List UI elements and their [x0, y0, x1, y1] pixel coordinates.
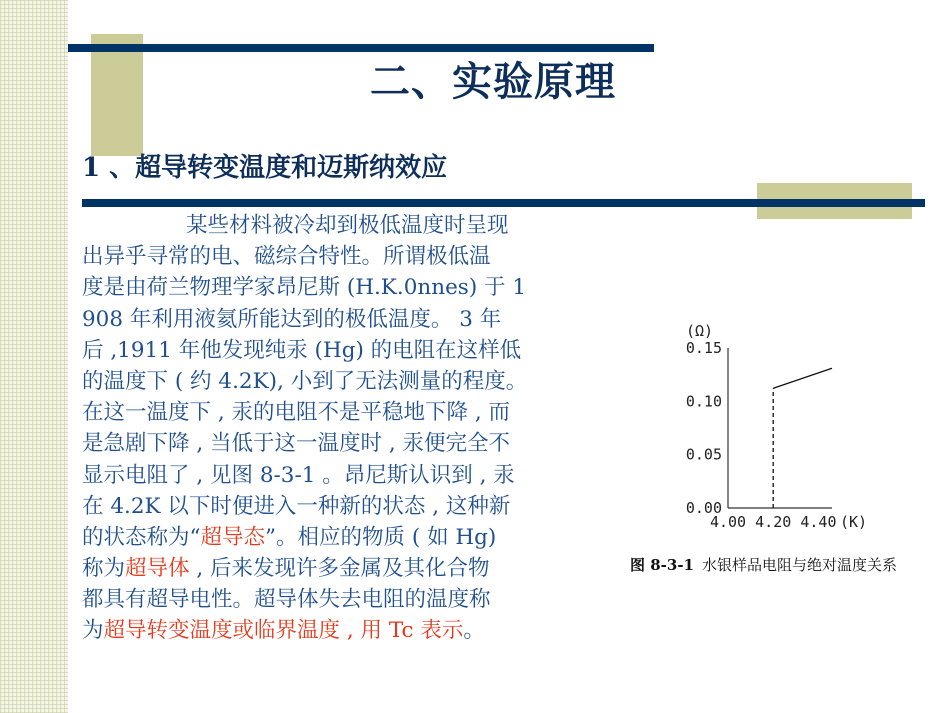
body-line — [82, 553, 600, 584]
body-line — [82, 584, 600, 615]
body-text-segment: ”。相应的物质 ( 如 Hg) — [265, 524, 497, 550]
body-line — [82, 272, 600, 303]
x-tick-label: 4.40 — [800, 513, 837, 531]
x-tick-label: 4.20 — [755, 513, 792, 531]
x-tick-label: 4.00 — [709, 513, 747, 531]
body-line — [82, 491, 600, 522]
body-line — [82, 210, 600, 241]
body-line — [82, 241, 600, 272]
y-axis-label: (Ω) — [686, 322, 714, 340]
body-text-segment: 908 年利用液氦所能达到的极低温度。 3 年 — [82, 306, 502, 332]
body-text-segment: 称为 — [82, 556, 126, 582]
body-text-segment: 是急剧下降 , 当低于这一温度时 , 汞便完全不 — [82, 431, 511, 457]
body-text-segment: 。 — [463, 618, 485, 644]
y-tick-label: 0.00 — [685, 499, 722, 517]
body-text-segment: , 后来发现许多金属及其化合物 — [189, 556, 490, 582]
y-tick-label: 0.15 — [685, 339, 722, 357]
body-line — [82, 522, 600, 553]
chart-svg — [640, 318, 880, 540]
left-stripe-pattern — [0, 0, 68, 713]
body-text-segment: 在 4.2K 以下时便进入一种新的状态 , 这种新 — [82, 493, 511, 519]
body-text-segment: 的状态称为“ — [82, 524, 201, 550]
body-line — [82, 397, 600, 428]
highlighted-term: 超导态 — [200, 524, 266, 550]
body-text-segment: 后 ,1911 年他发现纯汞 (Hg) 的电阻在这样低 — [82, 337, 522, 363]
figure-number: 图 8-3-1 — [630, 556, 694, 574]
section-rule — [82, 199, 925, 207]
resistance-line — [773, 368, 832, 388]
highlighted-term: 超导转变温度或临界温度 , 用 Tc 表示 — [103, 618, 464, 644]
body-paragraph — [82, 210, 600, 647]
body-line — [82, 304, 600, 335]
body-line — [82, 615, 600, 646]
y-tick-label: 0.05 — [685, 445, 722, 464]
figure-caption — [630, 554, 950, 575]
body-line — [82, 335, 600, 366]
body-text-segment: 某些材料被冷却到极低温度时呈现 — [186, 213, 509, 238]
figure-caption-text: 水银样品电阻与绝对温度关系 — [702, 556, 898, 574]
body-text-segment: 为 — [82, 618, 104, 644]
body-text-segment: 在这一温度下 , 汞的电阻不是平稳地下降 , 而 — [82, 400, 511, 426]
x-axis-label: (K) — [840, 513, 868, 531]
body-text-segment: 出异乎寻常的电、磁综合特性。所谓极低温 — [82, 244, 491, 270]
y-tick-label: 0.10 — [685, 392, 722, 411]
section-heading: 1 、超导转变温度和迈斯纳效应 — [82, 153, 448, 183]
body-text-segment: 都具有超导电性。超导体失去电阻的温度称 — [82, 587, 491, 613]
resistance-chart — [640, 318, 880, 540]
body-text-segment: 度是由荷兰物理学家昂尼斯 (H.K.0nnes) 于 1 — [82, 275, 527, 301]
page-title: 二、实验原理 — [370, 58, 616, 105]
body-text-segment: 显示电阻了 , 见图 8-3-1 。昂尼斯认识到 , 汞 — [82, 462, 515, 488]
body-line — [82, 366, 600, 397]
body-line — [82, 428, 600, 459]
body-text-segment: 的温度下 ( 约 4.2K), 小到了无法测量的程度。 — [82, 368, 528, 394]
decorative-tan-block — [91, 34, 143, 156]
highlighted-term: 超导体 — [125, 556, 190, 582]
body-line — [82, 460, 600, 491]
